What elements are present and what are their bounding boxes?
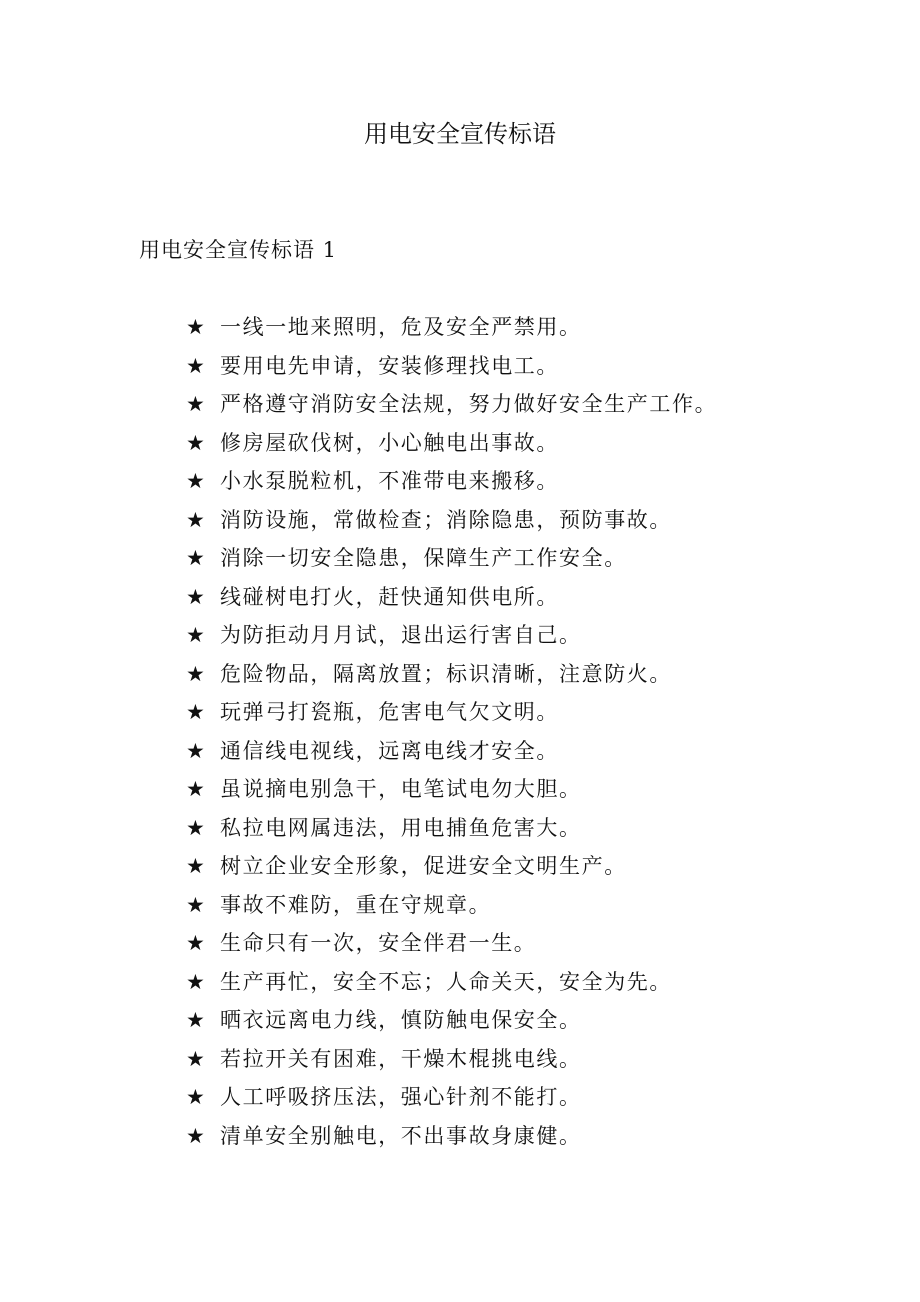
list-item — [186, 1120, 717, 1159]
list-item — [186, 504, 717, 543]
slogan-text: 晒衣远离电力线，慎防触电保安全。 — [220, 1008, 582, 1032]
list-item — [186, 581, 717, 620]
star-icon: ★ — [186, 892, 205, 917]
star-icon: ★ — [186, 661, 205, 686]
slogan-list — [186, 311, 717, 1158]
slogan-text: 为防拒动月月试，退出运行害自己。 — [220, 623, 582, 647]
star-icon: ★ — [186, 392, 205, 416]
list-item — [186, 812, 717, 851]
list-item — [186, 773, 717, 812]
slogan-text: 若拉开关有困难，干燥木棍挑电线。 — [220, 1046, 582, 1071]
list-item — [186, 735, 717, 774]
slogan-text: 清单安全别触电，不出事故身康健。 — [220, 1123, 582, 1148]
star-icon: ★ — [186, 815, 205, 840]
list-item — [186, 1004, 717, 1043]
list-item — [186, 966, 717, 1005]
star-icon: ★ — [186, 584, 205, 609]
list-item — [186, 927, 717, 966]
star-icon: ★ — [186, 546, 205, 570]
slogan-text: 人工呼吸挤压法，强心针剂不能打。 — [220, 1085, 582, 1109]
list-item — [186, 619, 717, 658]
list-item — [186, 850, 717, 889]
slogan-text: 玩弹弓打瓷瓶，危害电气欠文明。 — [220, 700, 559, 724]
slogan-text: 生命只有一次，安全伴君一生。 — [220, 931, 537, 955]
star-icon: ★ — [186, 700, 205, 724]
list-item — [186, 311, 717, 350]
star-icon: ★ — [186, 1046, 205, 1071]
slogan-text: 生产再忙，安全不忘；人命关天，安全为先。 — [220, 969, 672, 994]
star-icon: ★ — [186, 430, 205, 455]
slogan-text: 虽说摘电别急干，电笔试电勿大胆。 — [220, 777, 582, 801]
star-icon: ★ — [186, 1085, 205, 1109]
slogan-text: 消除一切安全隐患，保障生产工作安全。 — [220, 546, 627, 570]
list-item — [186, 696, 717, 735]
slogan-text: 消防设施，常做检查；消除隐患，预防事故。 — [220, 507, 672, 532]
slogan-text: 私拉电网属违法，用电捕鱼危害大。 — [220, 815, 582, 840]
star-icon: ★ — [186, 969, 205, 994]
slogan-text: 事故不难防，重在守规章。 — [220, 892, 492, 917]
slogan-text: 一线一地来照明，危及安全严禁用。 — [220, 315, 582, 339]
list-item — [186, 1043, 717, 1082]
list-item — [186, 427, 717, 466]
slogan-text: 通信线电视线，远离电线才安全。 — [220, 738, 559, 763]
star-icon: ★ — [186, 353, 205, 378]
star-icon: ★ — [186, 315, 205, 339]
star-icon: ★ — [186, 469, 205, 493]
list-item — [186, 1081, 717, 1120]
list-item — [186, 388, 717, 427]
list-item — [186, 350, 717, 389]
list-item — [186, 889, 717, 928]
slogan-text: 线碰树电打火，赶快通知供电所。 — [220, 584, 559, 609]
star-icon: ★ — [186, 1008, 205, 1032]
list-item — [186, 658, 717, 697]
star-icon: ★ — [186, 507, 205, 532]
list-item — [186, 465, 717, 504]
section-heading: 用电安全宣传标语 1 — [139, 238, 338, 262]
slogan-text: 危险物品，隔离放置；标识清晰，注意防火。 — [220, 661, 672, 686]
star-icon: ★ — [186, 931, 205, 955]
page-title: 用电安全宣传标语 — [364, 120, 556, 148]
slogan-text: 树立企业安全形象，促进安全文明生产。 — [220, 854, 627, 878]
slogan-text: 修房屋砍伐树，小心触电出事故。 — [220, 430, 559, 455]
list-item — [186, 542, 717, 581]
star-icon: ★ — [186, 1123, 205, 1148]
star-icon: ★ — [186, 738, 205, 763]
star-icon: ★ — [186, 623, 205, 647]
star-icon: ★ — [186, 777, 205, 801]
slogan-text: 小水泵脱粒机，不准带电来搬移。 — [220, 469, 559, 493]
slogan-text: 严格遵守消防安全法规，努力做好安全生产工作。 — [220, 392, 718, 416]
slogan-text: 要用电先申请，安装修理找电工。 — [220, 353, 559, 378]
star-icon: ★ — [186, 854, 205, 878]
